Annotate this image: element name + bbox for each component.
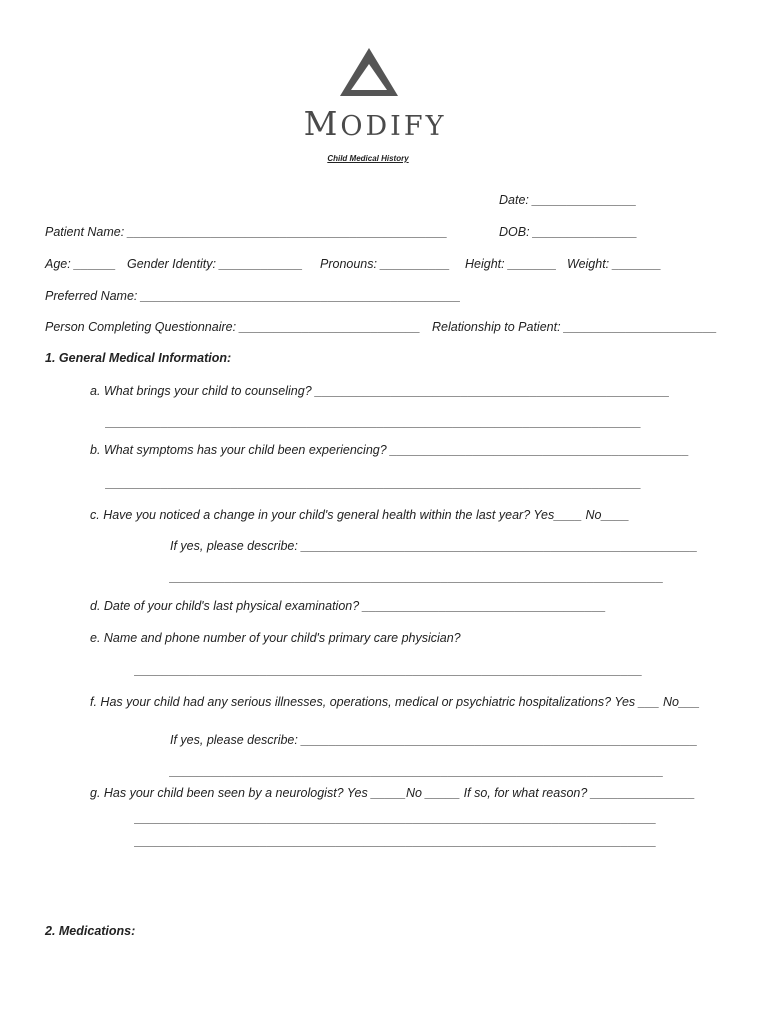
section-2-heading: 2. Medications: — [45, 924, 136, 938]
question-d[interactable]: d. Date of your child's last physical examination? ___________________________________ — [90, 599, 606, 613]
modify-logo-icon — [338, 46, 400, 98]
relationship-field[interactable]: Relationship to Patient: ______________________ — [432, 320, 717, 334]
height-field[interactable]: Height: _______ — [465, 257, 557, 271]
question-g-line-3[interactable]: ___________________________________________________________________________ — [135, 834, 657, 848]
question-b[interactable]: b. What symptoms has your child been experiencing? ___________________________________________ — [90, 443, 690, 457]
date-field[interactable]: Date: _______________ — [499, 193, 637, 207]
question-g-line-2[interactable]: ___________________________________________________________________________ — [135, 811, 657, 825]
question-g[interactable]: g. Has your child been seen by a neurologist? Yes _____No _____ If so, for what reason? _______________ — [90, 786, 696, 800]
question-e-line-2[interactable]: _________________________________________________________________________ — [135, 663, 643, 677]
pronouns-field[interactable]: Pronouns: __________ — [320, 257, 450, 271]
question-a[interactable]: a. What brings your child to counseling? ___________________________________________________ — [90, 384, 670, 398]
question-b-line-2[interactable]: _____________________________________________________________________________ — [106, 476, 642, 490]
question-e: e. Name and phone number of your child's primary care physician? — [90, 631, 461, 645]
question-c-line-2[interactable]: _______________________________________________________________________ — [170, 570, 664, 584]
age-field[interactable]: Age: ______ — [45, 257, 116, 271]
question-f-describe[interactable]: If yes, please describe: _________________________________________________________ — [170, 733, 698, 747]
question-a-line-2[interactable]: _____________________________________________________________________________ — [106, 415, 642, 429]
gender-identity-field[interactable]: Gender Identity: ____________ — [127, 257, 303, 271]
question-c[interactable]: c. Have you noticed a change in your child's general health within the last year? Yes____ No____ — [90, 508, 630, 522]
weight-field[interactable]: Weight: _______ — [567, 257, 662, 271]
question-f[interactable]: f. Has your child had any serious illnesses, operations, medical or psychiatric hospitalizations? Yes ___ No___ — [90, 695, 700, 709]
dob-field[interactable]: DOB: _______________ — [499, 225, 638, 239]
preferred-name-field[interactable]: Preferred Name: ______________________________________________ — [45, 289, 461, 303]
person-completing-field[interactable]: Person Completing Questionnaire: __________________________ — [45, 320, 421, 334]
question-c-describe[interactable]: If yes, please describe: _________________________________________________________ — [170, 539, 698, 553]
question-f-line-2[interactable]: _______________________________________________________________________ — [170, 764, 664, 778]
section-1-heading: 1. General Medical Information: — [45, 351, 232, 365]
patient-name-field[interactable]: Patient Name: ______________________________________________ — [45, 225, 448, 239]
page-title: Child Medical History — [327, 154, 409, 163]
company-logo-wordmark: MODIFY — [303, 104, 447, 143]
